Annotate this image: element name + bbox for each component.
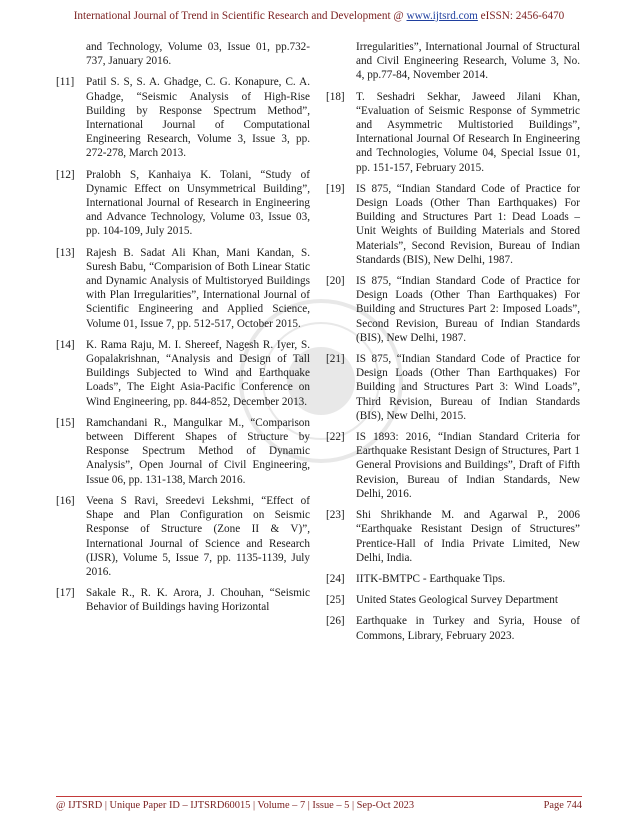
reference-text: United States Geological Survey Department [356, 594, 558, 607]
reference-number: [26] [326, 615, 345, 628]
reference-number: [14] [56, 338, 75, 351]
reference-14 [56, 338, 310, 409]
reference-text: and Technology, Volume 03, Issue 01, pp.732-737, January 2016. [86, 41, 310, 68]
page-number: Page 744 [543, 800, 582, 811]
reference-11 [56, 75, 310, 160]
reference-19 [326, 182, 580, 267]
references-left-column [56, 40, 310, 622]
reference-12 [56, 168, 310, 239]
reference-text: Earthquake in Turkey and Syria, House of Commons, Library, February 2023. [356, 615, 580, 642]
reference-number: [21] [326, 353, 345, 366]
eissn: eISSN: 2456-6470 [480, 10, 565, 22]
reference-text: Veena S Ravi, Sreedevi Lekshmi, “Effect of Shape and Plan Configuration on Seismic Response of Structure (Zone II & V)”, International Journal of Science and Research (IJSR), Volume 5, Issue 7, pp. 1135-1139, July 2016. [86, 494, 310, 578]
reference-number: [18] [326, 90, 345, 103]
reference-text: IITK-BMTPC - Earthquake Tips. [356, 572, 506, 585]
reference-16 [56, 494, 310, 579]
reference-continuation [56, 40, 310, 68]
reference-number: [13] [56, 246, 75, 259]
reference-26 [326, 614, 580, 642]
reference-number: [20] [326, 275, 345, 288]
reference-text: T. Seshadri Sekhar, Jaweed Jilani Khan, “Evaluation of Seismic Response of Symmetric and Asymmetric Multistoried Buildings”, International Journal Of Research In Engineering and Technologies, Volume 04, Special Issue 01, pp. 151-157, February 2015. [356, 90, 580, 174]
reference-text: Sakale R., R. K. Arora, J. Chouhan, “Seismic Behavior of Buildings having Horizontal [86, 587, 310, 614]
reference-text: Ramchandani R., Mangulkar M., “Comparison between Different Shapes of Structure by Response Spectrum Method of Dynamic Analysis”, Open Journal of Civil Engineering, Issue 06, pp. 131-138, March 2016. [86, 416, 310, 486]
running-footer [56, 800, 582, 816]
reference-22 [326, 430, 580, 501]
reference-text: Pralobh S, Kanhaiya K. Tolani, “Study of Dynamic Effect on Unsymmetrical Building”, International Journal of Research in Engineering and Advance Technology, Volume 03, Issue 03, pp. 104-109, July 2015. [86, 168, 310, 238]
reference-number: [11] [56, 76, 75, 89]
journal-title: International Journal of Trend in Scientific Research and Development @ [73, 10, 404, 22]
reference-number: [12] [56, 168, 75, 181]
reference-number: [25] [326, 594, 345, 607]
reference-number: [24] [326, 572, 345, 585]
reference-13 [56, 246, 310, 331]
reference-text: Patil S. S, S. A. Ghadge, C. G. Konapure, C. A. Ghadge, “Seismic Analysis of High-Rise Building by Response Spectrum Method”, International Journal of Computational Engineering Research, Volume 3, Issue 3, pp. 272-278, March 2013. [86, 76, 310, 160]
reference-20 [326, 274, 580, 345]
reference-number: [19] [326, 182, 345, 195]
reference-number: [23] [326, 509, 345, 522]
reference-text: K. Rama Raju, M. I. Shereef, Nagesh R. Iyer, S. Gopalakrishnan, “Analysis and Design of Tall Buildings Subjected to Wind and Earthquake Loads”, The Eight Asia-Pacific Conference on Wind Engineering, pp. 844-852, December 2013. [86, 338, 310, 408]
reference-number: [15] [56, 416, 75, 429]
reference-text: IS 1893: 2016, “Indian Standard Criteria for Earthquake Resistant Design of Structures, Part 1 General Provisions and Buildings”, Draft of Fifth Revision, Bureau of Indian Standards, New Delhi, 2016. [356, 431, 580, 500]
reference-text: Rajesh B. Sadat Ali Khan, Mani Kandan, S. Suresh Babu, “Comparision of Both Linear Static and Dynamic Analysis of Multistoryed Buildings with Plan Irregularities”, International Journal of Scientific Engineering and Applied Science, Volume 01, Issue 7, pp. 512-517, October 2015. [86, 246, 310, 330]
reference-number: [16] [56, 494, 75, 507]
reference-25 [326, 593, 580, 607]
footer-divider [56, 796, 582, 797]
journal-url-link[interactable]: www.ijtsrd.com [406, 10, 478, 22]
reference-number: [17] [56, 587, 75, 600]
reference-text: IS 875, “Indian Standard Code of Practice for Design Loads (Other Than Earthquakes) For Building and Structures Part 3: Wind Loads”, Third Revision, Bureau of Indian Standards (BIS), New Delhi, 2015. [356, 353, 580, 422]
reference-18 [326, 90, 580, 175]
reference-number: [22] [326, 431, 345, 444]
reference-24 [326, 572, 580, 586]
reference-15 [56, 416, 310, 487]
reference-23 [326, 508, 580, 565]
reference-text: Shi Shrikhande M. and Agarwal P., 2006 “Earthquake Resistant Design of Structures” Prentice-Hall of India Private Limited, New Delhi, India. [356, 509, 580, 564]
reference-text: IS 875, “Indian Standard Code of Practice for Design Loads (Other Than Earthquakes) For Building and Structures Part 1: Dead Loads – Unit Weights of Building Materials and Stored Materials”, Second Revision, Bureau of Indian Standards (BIS), New Delhi, 1987. [356, 182, 580, 266]
reference-text: IS 875, “Indian Standard Code of Practice for Design Loads (Other Than Earthquakes) For Building and Structures Part 2: Imposed Loads”, Second Revision, Bureau of Indian Standards (BIS), New Delhi, 1987. [356, 275, 580, 344]
footer-paper-info: @ IJTSRD | Unique Paper ID – IJTSRD60015 | Volume – 7 | Issue – 5 | Sep-Oct 2023 [56, 800, 415, 811]
reference-21 [326, 352, 580, 423]
reference-continuation [326, 40, 580, 83]
running-header [0, 10, 638, 22]
references-right-column [326, 40, 580, 650]
reference-text: Irregularities”, International Journal of Structural and Civil Engineering Research, Volume 3, No. 4, pp.77-84, November 2014. [356, 41, 580, 82]
reference-17 [56, 586, 310, 614]
